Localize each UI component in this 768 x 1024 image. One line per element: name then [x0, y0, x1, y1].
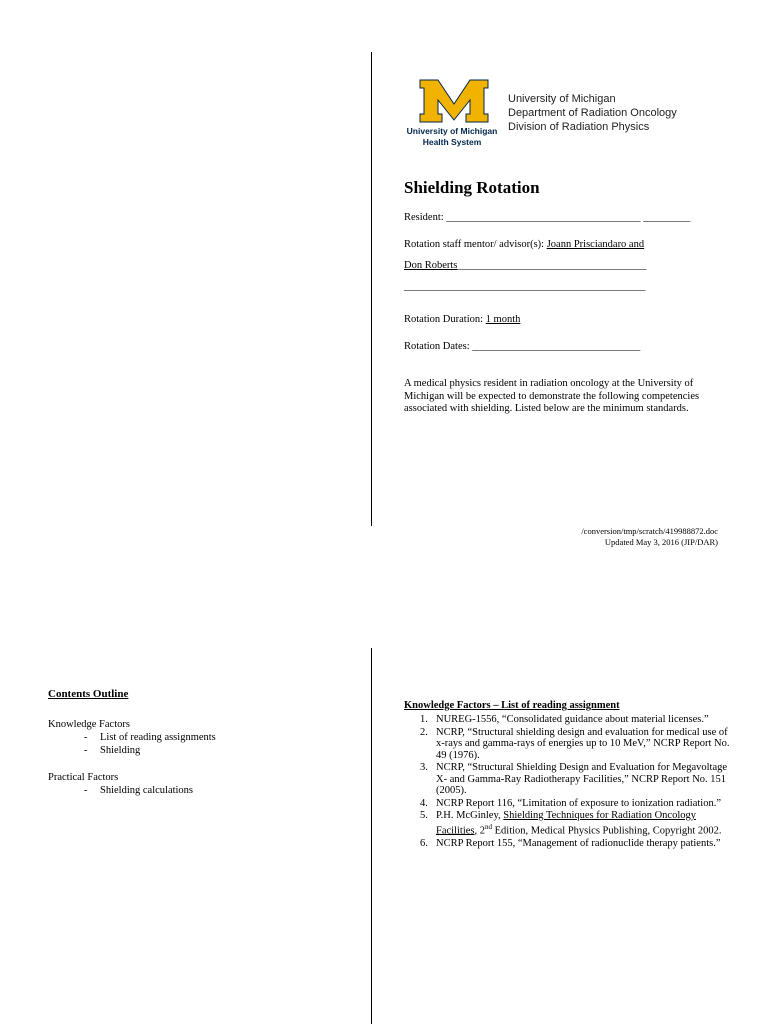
page1-divider-line: [371, 52, 372, 526]
list-item: [404, 727, 734, 762]
dates-row: [404, 340, 640, 353]
outline-section-title: Practical Factors: [48, 772, 119, 783]
page2-divider-line: [371, 648, 372, 1024]
outline-section-knowledge: [48, 718, 216, 757]
list-text: NCRP, “Structural shielding design and evaluation for medical use of x-rays and gamma-rays of energies up to 10 MeV,” NCRP Report No. 49 (1976).: [436, 726, 730, 761]
list-text: NCRP Report 155, “Management of radionuclide therapy patients.”: [436, 837, 721, 849]
list-text: NUREG-1556, “Consolidated guidance about material licenses.”: [436, 714, 709, 725]
mentor-value: Joann Prisciandaro and: [546, 239, 645, 250]
page-footer: [581, 526, 718, 548]
block-m-logo-icon: [404, 78, 504, 150]
extra-blank-line: ______________________________________________: [404, 281, 646, 292]
list-text: NCRP, “Structural Shielding Design and Evaluation for Megavoltage X- and Gamma-Ray Radiotherapy Facilities,” NCRP Report No. 151 (2005).: [436, 762, 728, 796]
department-line: University of Michigan: [508, 93, 616, 105]
outline-section-title: Knowledge Factors: [48, 719, 130, 730]
ref-author: P.H. McGinley,: [436, 810, 504, 821]
duration-row: [404, 313, 520, 326]
ref-edition-sup: nd: [485, 822, 492, 831]
list-number: 1.: [420, 714, 428, 725]
page-title: Shielding Rotation: [404, 178, 540, 197]
list-number: 4.: [420, 797, 428, 809]
department-block: [508, 92, 677, 134]
footer-path: /conversion/tmp/scratch/419988872.doc: [581, 526, 718, 536]
list-number: 2.: [420, 726, 428, 738]
resident-row: [404, 211, 690, 224]
list-item: [404, 798, 734, 810]
outline-item-label: List of reading assignments: [100, 732, 216, 743]
outline-item-label: Shielding calculations: [100, 785, 194, 796]
ref-publisher: Edition, Medical Physics Publishing, Copyright 2002.: [492, 825, 722, 836]
university-logo: [404, 78, 504, 150]
list-number: 6.: [420, 837, 428, 849]
list-number: 5.: [420, 810, 428, 821]
outline-item: - Shielding calculations: [84, 785, 194, 796]
outline-section-practical: [48, 771, 193, 797]
mentor-value-2: Don Roberts: [404, 260, 458, 271]
list-item: [404, 714, 734, 726]
department-line: Division of Radiation Physics: [508, 121, 650, 133]
knowledge-factors-heading: Knowledge Factors – List of reading assignment: [404, 700, 620, 711]
reading-list: [404, 714, 734, 850]
duration-value: 1 month: [485, 314, 521, 325]
dates-blank: ________________________________: [472, 341, 641, 352]
intro-paragraph: A medical physics resident in radiation oncology at the University of Michigan will be expected to demonstrate the following competencies associated with shielding. Listed below are the minimum standards.: [404, 378, 700, 414]
footer-updated: Updated May 3, 2016 (JIP/DAR): [604, 537, 718, 547]
dates-label: Rotation Dates:: [404, 341, 470, 352]
list-item: [404, 810, 734, 837]
mentor-blank: ____________________________________: [457, 260, 647, 271]
mentor-label: Rotation staff mentor/ advisor(s):: [404, 239, 545, 250]
ref-edition: 2: [477, 825, 485, 836]
resident-label: Resident:: [404, 212, 444, 223]
list-text: NCRP Report 116, “Limitation of exposure to ionization radiation.”: [436, 797, 722, 809]
resident-blank: _____________________________________ _________: [446, 212, 691, 223]
logo-caption-line1: University of Michigan: [406, 126, 498, 136]
logo-caption-line2: Health System: [422, 137, 482, 147]
ref-title: Shielding Techniques for Radiation Oncology Facilities,: [436, 810, 696, 836]
outline-item: - Shielding: [84, 745, 141, 756]
duration-label: Rotation Duration:: [404, 314, 484, 325]
outline-item: - List of reading assignments: [84, 732, 216, 743]
list-item: [404, 838, 734, 850]
contents-outline-title: Contents Outline: [48, 688, 129, 700]
mentor-row: [404, 238, 644, 251]
list-number: 3.: [420, 762, 428, 773]
list-text: [436, 810, 734, 837]
list-item: [404, 762, 734, 797]
outline-item-label: Shielding: [100, 745, 141, 756]
department-line: Department of Radiation Oncology: [508, 107, 677, 119]
mentor-row-2: [404, 259, 646, 272]
